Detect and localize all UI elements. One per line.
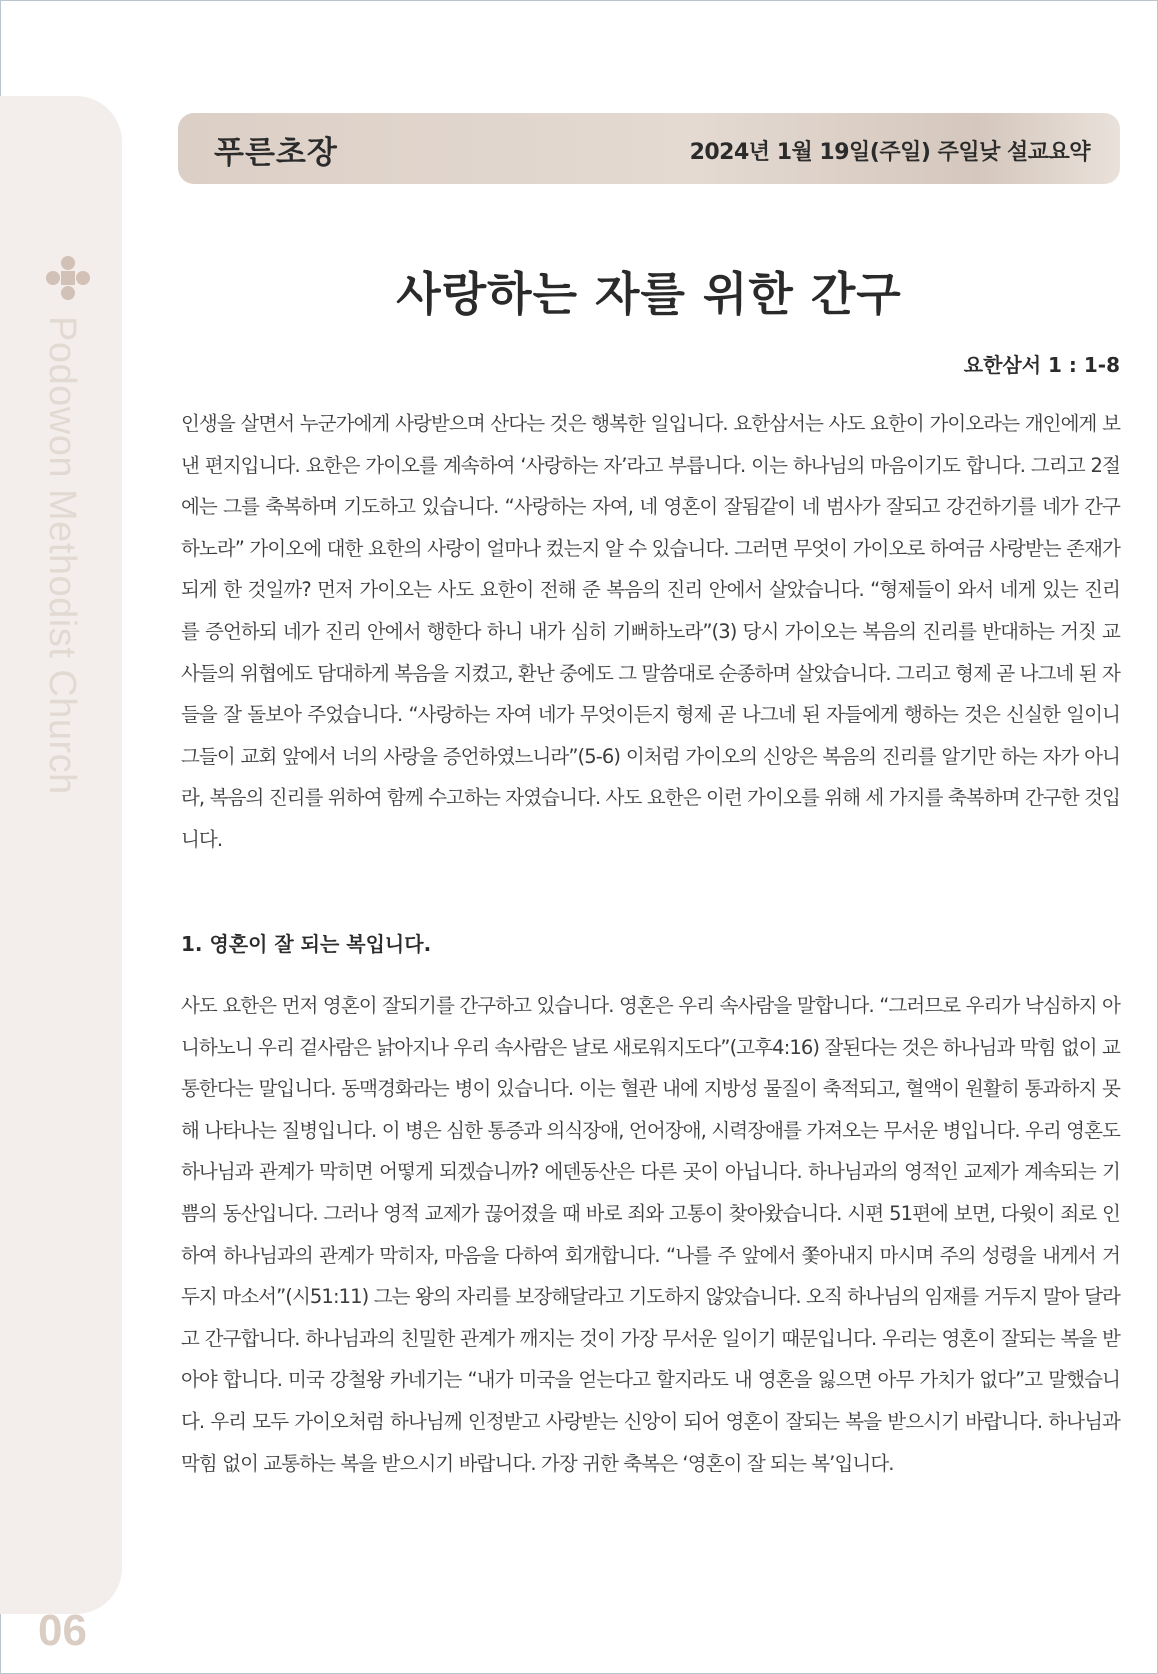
point-1-heading: 1. 영혼이 잘 되는 복입니다. [181,932,432,956]
section-name: 푸른초장 [214,135,338,171]
page-number: 06 [38,1606,87,1655]
sermon-title: 사랑하는 자를 위한 간구 [396,267,902,321]
header-band [178,113,1120,184]
sermon-date: 2024년 1월 19일(주일) 주일낮 설교요약 [689,140,1090,165]
intro-paragraph: 인생을 살면서 누군가에게 사랑받으며 산다는 것은 행복한 일입니다. 요한삼서는 사도 요한이 가이오라는 개인에게 보낸 편지입니다. 요한은 가이오를 계속하여 ‘사랑하는 자’라고 부릅니다. 이는 하나님의 마음이기도 합니다. 그리고 2절에는 그를 축복하며 기도하고 있습니다. “사랑하는 자여, 네 영혼이 잘됨같이 네 범사가 잘되고 강건하기를 네가 간구하노라” 가이오에 대한 요한의 사랑이 얼마나 컸는지 알 수 있습니다. 그러면 무엇이 가이오로 하여금 사랑받는 존재가 되게 한 것일까? 먼저 가이오는 사도 요한이 전해 준 복음의 진리 안에서 살았습니다. “형제들이 와서 네게 있는 진리를 증언하되 네가 진리 안에서 행한다 하니 내가 심히 기뻐하노라”(3) 당시 가이오는 복음의 진리를 반대하는 거짓 교사들의 위협에도 담대하게 복음을 지켰고, 환난 중에도 그 말씀대로 순종하며 살았습니다. 그리고 형제 곧 나그네 된 자들을 잘 돌보아 주었습니다. “사랑하는 자여 네가 무엇이든지 형제 곧 나그네 된 자들에게 행하는 것은 신실한 일이니 그들이 교회 앞에서 너의 사랑을 증언하였느니라”(5-6) 이처럼 가이오의 신앙은 복음의 진리를 알기만 하는 자가 아니라, 복음의 진리를 위하여 함께 수고하는 자였습니다. 사도 요한은 이런 가이오를 위해 세 가지를 축복하며 간구한 것입니다. [181,412,1120,851]
side-tab [0,96,122,1655]
point-1-paragraph: 사도 요한은 먼저 영혼이 잘되기를 간구하고 있습니다. 영혼은 우리 속사람을 말합니다. “그러므로 우리가 낙심하지 아니하노니 우리 겉사람은 낡아지나 우리 속사람은 날로 새로워지도다”(고후4:16) 잘된다는 것은 하나님과 막힘 없이 교통한다는 말입니다. 동맥경화라는 병이 있습니다. 이는 혈관 내에 지방성 물질이 축적되고, 혈액이 원활히 통과하지 못해 나타나는 질병입니다. 이 병은 심한 통증과 의식장애, 언어장애, 시력장애를 가져오는 무서운 병입니다. 우리 영혼도 하나님과 관계가 막히면 어떻게 되겠습니까? 에덴동산은 다른 곳이 아닙니다. 하나님과의 영적인 교제가 계속되는 기쁨의 동산입니다. 그러나 영적 교제가 끊어졌을 때 바로 죄와 고통이 찾아왔습니다. 시편 51편에 보면, 다윗이 죄로 인하여 하나님과의 관계가 막히자, 마음을 다하여 회개합니다. “나를 주 앞에서 쫓아내지 마시며 주의 성령을 내게서 거두지 마소서”(시51:11) 그는 왕의 자리를 보장해달라고 기도하지 않았습니다. 오직 하나님의 임재를 거두지 말아 달라고 간구합니다. 하나님과의 친밀한 관계가 깨지는 것이 가장 무서운 일이기 때문입니다. 우리는 영혼이 잘되는 복을 받아야 합니다. 미국 강철왕 카네기는 “내가 미국을 얻는다고 할지라도 내 영혼을 잃으면 아무 가치가 없다”고 말했습니다. 우리 모두 가이오처럼 하나님께 인정받고 사랑받는 신앙이 되어 영혼이 잘되는 복을 받으시기 바랍니다. 하나님과 막힘 없이 교통하는 복을 받으시기 바랍니다. 가장 귀한 축복은 ‘영혼이 잘 되는 복’입니다. [181,994,1120,1475]
flower-cross-icon [44,254,92,302]
scripture-reference: 요한삼서 1 : 1-8 [963,353,1120,377]
church-name: Podowon Methodist Church [41,316,83,795]
